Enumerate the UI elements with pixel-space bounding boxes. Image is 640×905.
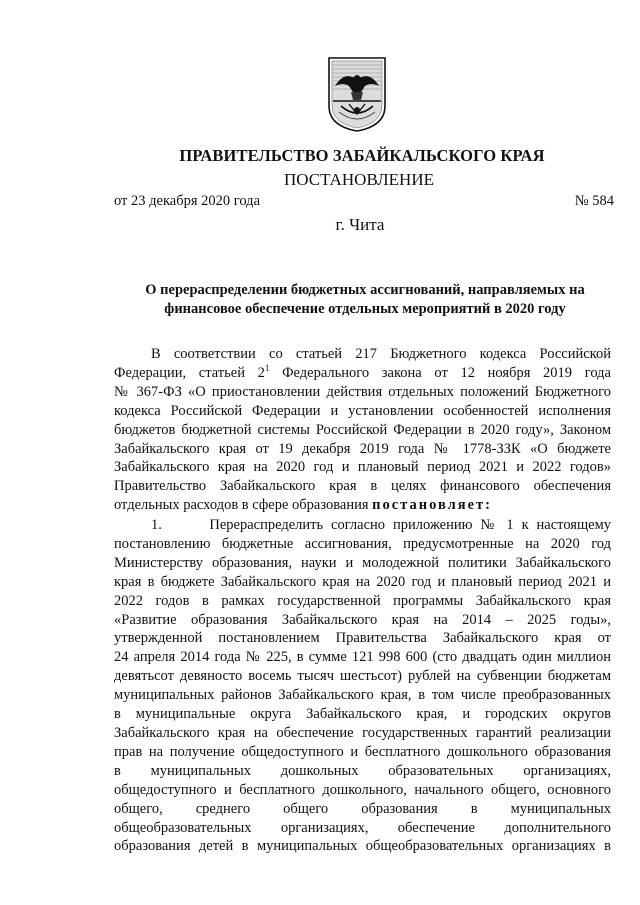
text-line: постановлению бюджетные ассигнования, предусмотренные на 2020 год <box>114 535 611 552</box>
text-fragment: Федерального закона от 12 ноября 2019 года <box>269 364 611 381</box>
text-line: общего, среднего общего образования в муниципальных <box>114 800 611 817</box>
text-line <box>114 496 611 515</box>
subject-line: финансовое обеспечение отдельных мероприятий в 2020 году <box>164 301 566 317</box>
text-line: 24 апреля 2014 года № 225, в сумме 121 998 600 (сто двадцать один миллион <box>114 649 611 666</box>
text-line: кодекса Российской Федерации и установлении особенностей исполнения <box>114 402 611 419</box>
text-line: Забайкальского края на обеспечение государственных гарантий реализации <box>114 724 611 741</box>
text-line: края в бюджете Забайкальского края на 2020 год и плановый период 2021 и <box>114 573 611 590</box>
item-1-paragraph <box>114 516 611 856</box>
text-line: образования детей в муниципальных общеобразовательных организациях в <box>114 838 611 855</box>
superscript: 1 <box>264 363 270 374</box>
text-line: Министерству образования, науки и молодежной политики Забайкальского <box>114 554 611 571</box>
text-line: в муниципальных дошкольных образовательных организациях, <box>114 762 611 779</box>
text-fragment: отдельных расходов в сфере образования <box>114 497 373 514</box>
text-line: 2022 годов в рамках государственной программы Забайкальского края <box>114 592 611 609</box>
text-line: в муниципальные округа Забайкальского края, и городских округов <box>114 706 611 723</box>
document-type: ПОСТАНОВЛЕНИЕ <box>283 170 434 189</box>
preamble-paragraph <box>114 345 611 515</box>
subject-line: О перераспределении бюджетных ассигнований, направляемых на <box>145 282 585 298</box>
text-fragment: Федерации, статьей 2 <box>114 364 265 381</box>
text-line: В соответствии со статьей 217 Бюджетного кодекса Российской <box>151 346 611 362</box>
text-line: Забайкальского края на 2020 год и плановый период 2021 и 2022 годов» <box>114 459 611 476</box>
resolution-keyword: постановляет: <box>372 497 492 514</box>
text-line: Правительство Забайкальского края в целях финансового обеспечения <box>114 478 611 495</box>
document-date: от 23 декабря 2020 года <box>114 193 260 209</box>
document-city: г. Чита <box>335 215 385 234</box>
text-line: № 367-ФЗ «О приостановлении действия отдельных положений Бюджетного <box>114 383 611 400</box>
text-line: прав на получение общедоступного и бесплатного дошкольного образования <box>114 743 611 760</box>
document-subject <box>120 281 610 319</box>
text-line: девятьсот девяносто восемь тысяч шестьсот) рублей на субвенции бюджетам <box>114 668 611 685</box>
text-line <box>114 364 611 383</box>
text-line: бюджетов бюджетной системы Российской Федерации в 2020 году», Законом <box>114 421 611 438</box>
document-number: № 584 <box>574 193 614 209</box>
coat-of-arms-icon <box>327 56 387 133</box>
text-line: муниципальных районов Забайкальского края, в том числе преобразованных <box>114 687 611 704</box>
text-line: «Развитие образования Забайкальского края на 2014 – 2025 годы», <box>114 611 611 628</box>
text-line: 1. Перераспределить согласно приложению № 1 к настоящему <box>151 517 611 533</box>
government-title: ПРАВИТЕЛЬСТВО ЗАБАЙКАЛЬСКОГО КРАЯ <box>179 146 545 165</box>
text-line: общеобразовательных организациях, обеспечение дополнительного <box>114 819 611 836</box>
text-line: утвержденной постановлением Правительства Забайкальского края от <box>114 630 611 647</box>
text-line: общедоступного и бесплатного дошкольного, начального общего, основного <box>114 781 611 798</box>
text-line: Забайкальского края от 19 декабря 2019 года № 1778-ЗЗК «О бюджете <box>114 440 611 457</box>
